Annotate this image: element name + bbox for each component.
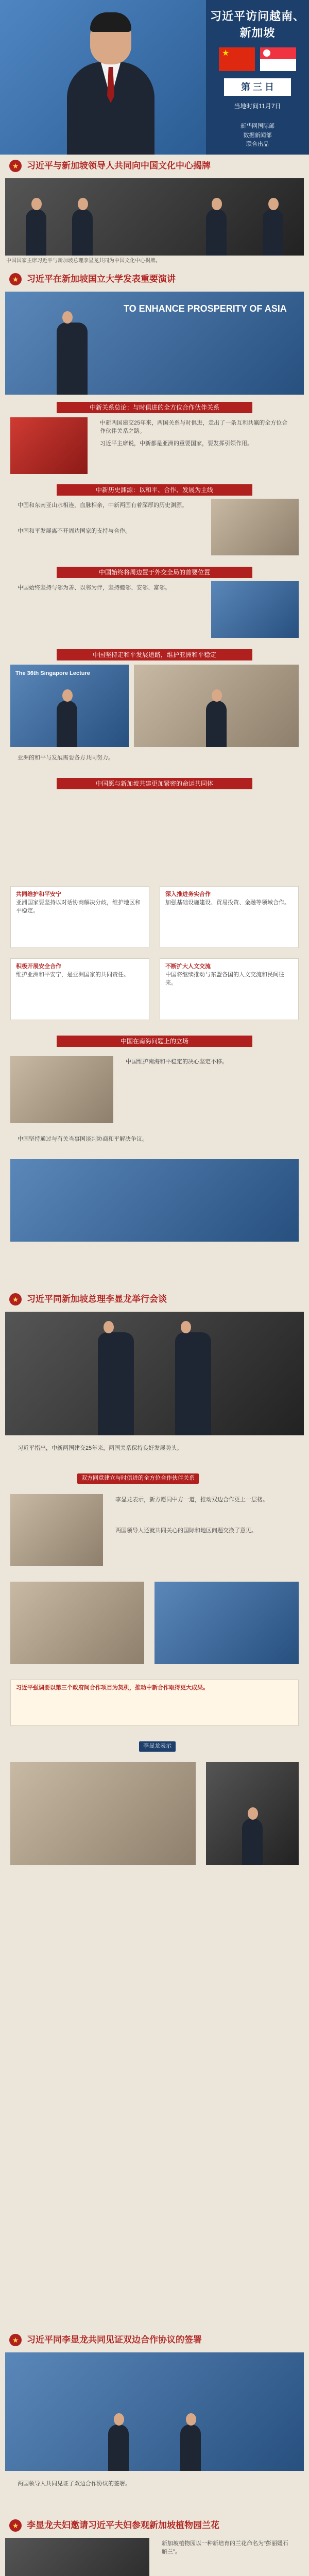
thumb-photo [211,499,299,555]
hero-photo [0,0,216,155]
thumb-photo [10,1582,144,1664]
date-text: 当地时间11月7日 [234,102,281,110]
section-orchid [0,2514,309,2576]
portrait-photo [206,1762,299,1865]
emblem-icon: ★ [9,2334,22,2346]
china-flag-icon: ★ [219,47,255,71]
band: 中新关系总论：与时俱进的全方位合作伙伴关系 [57,402,252,413]
garden-photo [5,2538,149,2576]
paragraph: 两国领导人共同见证了双边合作协议的签署。 [18,2481,131,2487]
leader-figure [67,15,154,155]
thumb-photo [10,1056,113,1123]
flags [219,47,296,71]
section-signing [0,2329,309,2504]
section-title: 习近平同新加坡总理李显龙举行会谈 [27,1294,167,1304]
band: 中国始终将周边置于外交全局的首要位置 [57,567,252,578]
signing-photo [5,2352,304,2471]
emblem-icon: ★ [9,1293,22,1306]
thumb-photo [10,1762,196,1865]
emblem-icon: ★ [9,273,22,285]
section-title: 习近平在新加坡国立大学发表重要演讲 [27,274,176,284]
map-photo [10,1159,299,1242]
person-label: 李显龙表示 [139,1741,176,1752]
paragraph: 中国和东南亚山水相连，血脉相亲，中新两国有着深厚的历史渊源。 [18,502,187,509]
band: 中国坚持走和平发展道路，维护亚洲和平稳定 [57,649,252,660]
point-box: 积极开展安全合作 维护亚洲和平安宁，是亚洲国家的共同责任。 [10,958,149,1020]
banner-text: TO ENHANCE PROSPERITY OF ASIA [124,303,287,314]
hero-title: 习近平访问越南、新加坡 [210,10,305,39]
band: 中国愿与新加坡共建更加紧密的命运共同体 [57,778,252,789]
stage-photo [10,665,129,747]
section-talks [0,1288,309,2318]
thumb-photo [211,581,299,638]
badge: 双方同意建立与时俱进的全方位合作伙伴关系 [77,1473,199,1484]
point-box: 深入推进务实合作 加强基础设施建设、贸易投资、金融等领域合作。 [160,886,299,948]
thumb-photo [10,417,88,474]
thumb-photo [10,1494,103,1566]
handshake-photo [5,1312,304,1435]
photo-caption: 中国国家主席习近平与新加坡总理李显龙共同为中国文化中心揭牌。 [6,258,161,264]
singapore-flag-icon [260,47,296,71]
paragraph: 习近平指出，中新两国建交25年来，两国关系保持良好发展势头。 [18,1445,183,1451]
paragraph: 中国维护南海和平稳定的决心坚定不移。 [126,1059,228,1065]
speech-photo [5,292,304,395]
stamp: The 36th Singapore Lecture [15,670,90,676]
hero-side-panel [206,0,309,155]
section-title: 习近平与新加坡领导人共同向中国文化中心揭牌 [27,160,211,171]
hero-banner [0,0,309,155]
stage-photo [134,665,299,747]
point-box: 不断扩大人文交流 中国将继续推动与东盟各国的人文交流和民间往来。 [160,958,299,1020]
section-speech [0,268,309,876]
paragraph: 两国领导人还就共同关心的国际和地区问题交换了意见。 [115,1528,257,1534]
section-title: 李显龙夫妇邀请习近平夫妇参观新加坡植物园兰花 [27,2520,219,2530]
band: 中国在南海问题上的立场 [57,1036,252,1047]
paragraph: 中国始终坚持与邻为善、以邻为伴，坚持睦邻、安邻、富邻。 [18,585,170,591]
paragraph: 中国和平发展离不开周边国家的支持与合作。 [18,528,131,534]
credit: 新华网国际部 数据新闻部 联合出品 [241,123,274,148]
emblem-icon: ★ [9,2519,22,2532]
ceremony-photo [5,178,304,256]
band: 中新历史渊源：以和平、合作、发展为主线 [57,484,252,496]
paragraph: 中国坚持通过与有关当事国谈判协商和平解决争议。 [18,1136,148,1142]
paragraph: 李显龙表示，新方愿同中方一道，推动双边合作更上一层楼。 [115,1497,268,1503]
section-culture-center [0,155,309,268]
section-title: 习近平同李显龙共同见证双边合作协议的签署 [27,2334,202,2345]
highlight-box: 习近平强调要以第三个政府间合作项目为契机，推动中新合作取得更大成果。 [10,1680,299,1726]
section-cooperation [0,886,309,1278]
paragraph: 习近平主席说，中新都是亚洲的重要国家，要发挥引领作用。 [100,440,253,447]
day-label: 第 三 日 [224,78,291,96]
emblem-icon: ★ [9,160,22,172]
paragraph: 亚洲的和平与发展需要各方共同努力。 [18,755,114,761]
paragraph: 中新两国建交25年来，两国关系与时俱进，走出了一条互利共赢的全方位合作伙伴关系之路。 [100,420,288,434]
thumb-photo [154,1582,299,1664]
paragraph: 新加坡植物园以一种新培育的兰花命名为"彭丽媛石斛兰"。 [162,2540,288,2555]
point-box: 共同维护和平安宁 亚洲国家要坚持以对话协商解决分歧，维护地区和平稳定。 [10,886,149,948]
